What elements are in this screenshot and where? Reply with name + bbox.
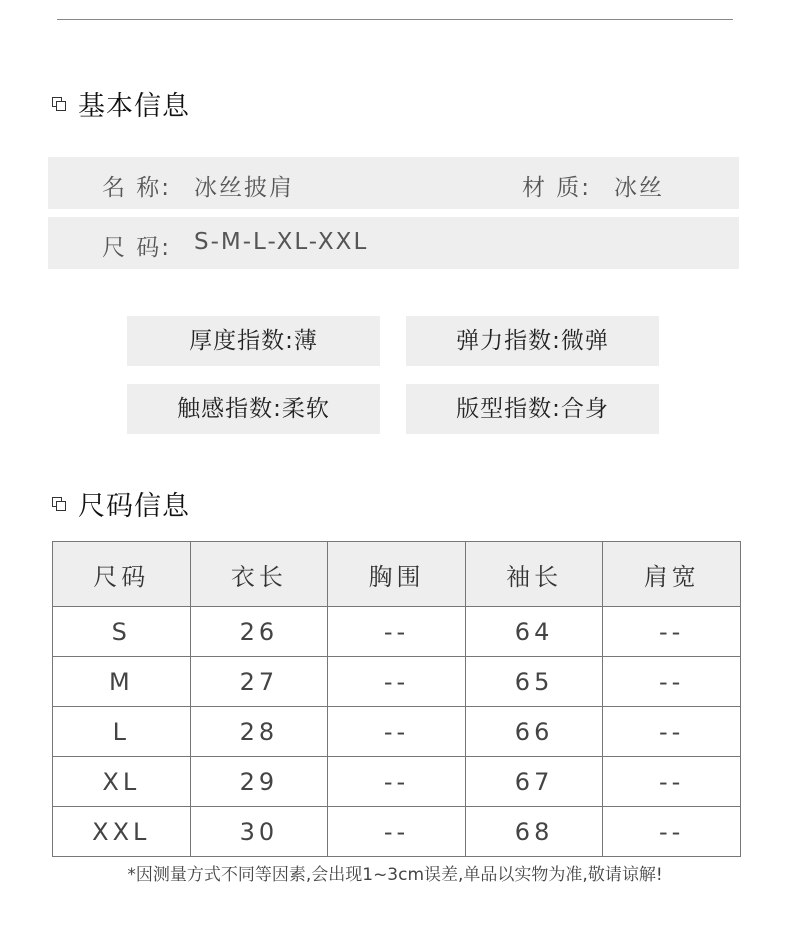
table-cell: 29 [190, 757, 328, 807]
table-cell: XXL [53, 807, 191, 857]
table-cell: -- [603, 657, 741, 707]
table-cell: 66 [465, 707, 603, 757]
table-cell: -- [328, 607, 466, 657]
measurement-note: *因测量方式不同等因素,会出现1~3cm误差,单品以实物为准,敬请谅解! [127, 865, 663, 885]
table-cell: 67 [465, 757, 603, 807]
info-row-name-material [48, 157, 739, 209]
table-cell: M [53, 657, 191, 707]
table-cell: 64 [465, 607, 603, 657]
index-label: 版型指数: [456, 396, 561, 422]
table-cell: -- [328, 707, 466, 757]
table-cell: L [53, 707, 191, 757]
elasticity-index [406, 316, 659, 366]
index-value: 微弹 [560, 328, 609, 354]
table-cell: 26 [190, 607, 328, 657]
table-row [53, 657, 741, 707]
material-value: 冰丝 [614, 175, 664, 201]
index-value: 薄 [293, 328, 318, 354]
table-cell: 28 [190, 707, 328, 757]
table-cell: 68 [465, 807, 603, 857]
basic-info-title: 基本信息 [78, 91, 190, 122]
name-label: 名 称: [102, 175, 172, 201]
table-cell: 30 [190, 807, 328, 857]
index-label: 弹力指数: [456, 328, 561, 354]
size-value: S-M-L-XL-XXL [194, 229, 369, 255]
material-label: 材 质: [522, 175, 592, 201]
table-header-row [53, 542, 741, 607]
size-label: 尺 码: [102, 235, 172, 261]
index-value: 合身 [560, 396, 609, 422]
touch-index [127, 384, 380, 434]
table-row [53, 807, 741, 857]
basic-info-heading [52, 84, 190, 123]
table-cell: -- [603, 757, 741, 807]
top-divider [57, 19, 733, 20]
table-cell: -- [603, 707, 741, 757]
table-cell: -- [328, 757, 466, 807]
thickness-index [127, 316, 380, 366]
table-cell: -- [603, 607, 741, 657]
overlap-squares-icon [52, 497, 66, 511]
index-label: 触感指数: [177, 396, 282, 422]
size-table [52, 541, 741, 857]
table-cell: -- [603, 807, 741, 857]
index-label: 厚度指数: [189, 328, 294, 354]
overlap-squares-icon [52, 97, 66, 111]
header-sleeve: 袖长 [465, 542, 603, 607]
table-cell: 65 [465, 657, 603, 707]
table-cell: -- [328, 807, 466, 857]
fit-index [406, 384, 659, 434]
table-cell: 27 [190, 657, 328, 707]
info-row-size [48, 217, 739, 269]
table-cell: S [53, 607, 191, 657]
index-value: 柔软 [281, 396, 330, 422]
header-length: 衣长 [190, 542, 328, 607]
table-row [53, 707, 741, 757]
table-cell: -- [328, 657, 466, 707]
size-info-heading [52, 484, 190, 523]
header-shoulder: 肩宽 [603, 542, 741, 607]
table-cell: XL [53, 757, 191, 807]
table-row [53, 757, 741, 807]
name-value: 冰丝披肩 [194, 175, 294, 201]
table-row [53, 607, 741, 657]
size-info-title: 尺码信息 [78, 491, 190, 522]
header-bust: 胸围 [328, 542, 466, 607]
header-size: 尺码 [53, 542, 191, 607]
